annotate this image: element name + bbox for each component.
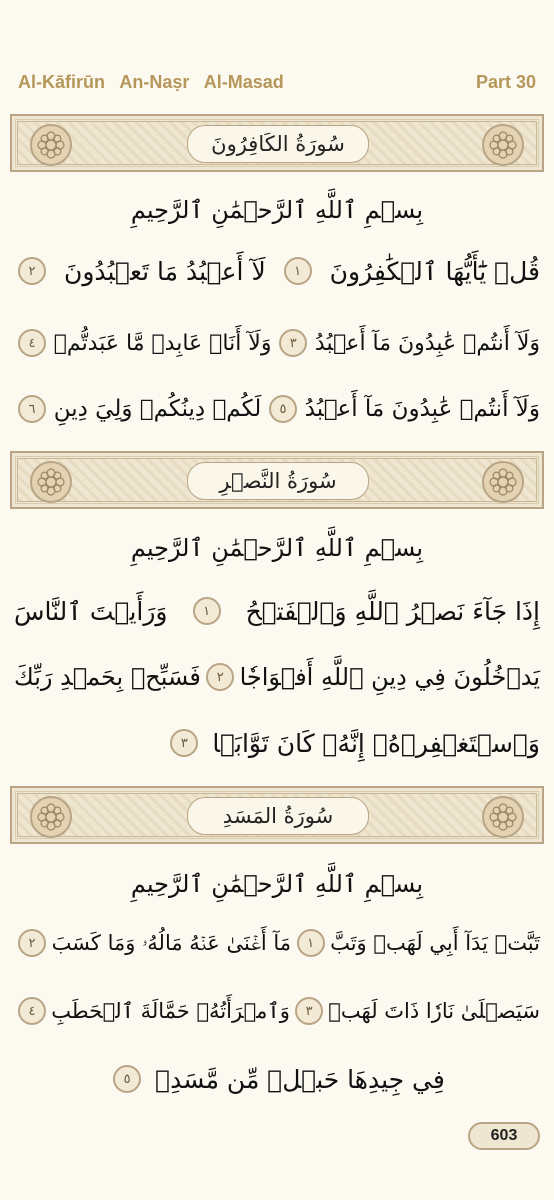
surah-title-masad: سُورَةُ المَسَدِ bbox=[187, 797, 369, 835]
verse-text[interactable]: فَسَبِّحۡ بِحَمۡدِ رَبِّكَ bbox=[14, 663, 201, 691]
surah-name-nasr[interactable]: An-Naṣr bbox=[119, 72, 190, 92]
verse-line bbox=[14, 918, 540, 968]
surah-name-kafirun[interactable]: Al-Kāfirūn bbox=[18, 72, 105, 92]
verse-text[interactable]: إِذَا جَآءَ نَصۡرُ ٱللَّهِ وَٱلۡفَتۡحُ bbox=[245, 596, 540, 626]
verse-text[interactable]: لَكُمۡ دِينُكُمۡ وَلِيَ دِينِ bbox=[53, 396, 262, 422]
rosette-icon bbox=[30, 461, 72, 503]
part-label[interactable]: Part 30 bbox=[475, 72, 536, 92]
rosette-icon bbox=[30, 124, 72, 166]
verse-text[interactable]: مَآ أَغۡنَىٰ عَنۡهُ مَالُهُۥ وَمَا كَسَبَ bbox=[51, 930, 292, 955]
ayah-marker: ٤ bbox=[18, 997, 46, 1025]
surah-title-kafirun: سُورَةُ الكَافِرُونَ bbox=[187, 125, 369, 163]
verse-text[interactable]: يَدۡخُلُونَ فِي دِينِ ٱللَّهِ أَفۡوَاجٗا bbox=[239, 663, 540, 691]
page-header bbox=[0, 0, 554, 110]
ayah-marker: ٦ bbox=[18, 395, 46, 423]
ayah-marker: ٣ bbox=[170, 729, 198, 757]
rosette-icon bbox=[482, 461, 524, 503]
surah-banner-masad bbox=[10, 786, 544, 844]
ayah-marker: ٢ bbox=[206, 663, 234, 691]
verse-text[interactable]: سَيَصۡلَىٰ نَارٗا ذَاتَ لَهَبٖ bbox=[328, 999, 540, 1023]
basmala: بِسۡمِ ٱللَّهِ ٱلرَّحۡمَٰنِ ٱلرَّحِيمِ bbox=[130, 870, 424, 898]
verse-text[interactable]: قُلۡ يَٰٓأَيُّهَا ٱلۡكَٰفِرُونَ bbox=[329, 256, 540, 286]
verse-text[interactable]: وَٱسۡتَغۡفِرۡهُۚ إِنَّهُۥ كَانَ تَوَّابَۢا bbox=[212, 728, 540, 758]
verse-line bbox=[14, 246, 540, 296]
ayah-marker: ٣ bbox=[279, 329, 307, 357]
page-number-badge[interactable]: 603 bbox=[468, 1122, 540, 1150]
ayah-marker: ٥ bbox=[269, 395, 297, 423]
surah-title-nasr: سُورَةُ النَّصۡرِ bbox=[187, 462, 369, 500]
verse-text[interactable]: وَلَآ أَنتُمۡ عَٰبِدُونَ مَآ أَعۡبُدُ bbox=[314, 330, 540, 356]
ayah-marker: ١ bbox=[193, 597, 221, 625]
rosette-icon bbox=[482, 796, 524, 838]
rosette-icon bbox=[482, 124, 524, 166]
ayah-marker: ٢ bbox=[18, 929, 46, 957]
basmala: بِسۡمِ ٱللَّهِ ٱلرَّحۡمَٰنِ ٱلرَّحِيمِ bbox=[130, 196, 424, 224]
verse-line bbox=[14, 1054, 540, 1104]
verse-line bbox=[14, 652, 540, 702]
verse-text[interactable]: وَرَأَيۡتَ ٱلنَّاسَ bbox=[14, 596, 168, 626]
surah-banner-nasr bbox=[10, 451, 544, 509]
verse-text[interactable]: وَلَآ أَنَا۠ عَابِدٞ مَّا عَبَدتُّمۡ bbox=[53, 330, 272, 356]
verse-line bbox=[14, 986, 540, 1036]
verse-text[interactable]: فِي جِيدِهَا حَبۡلٞ مِّن مَّسَدِۭ bbox=[155, 1064, 445, 1094]
ayah-marker: ٢ bbox=[18, 257, 46, 285]
rosette-icon bbox=[30, 796, 72, 838]
ayah-marker: ٤ bbox=[18, 329, 46, 357]
surah-names bbox=[18, 72, 294, 93]
verse-line bbox=[14, 384, 540, 434]
verse-text[interactable]: لَآ أَعۡبُدُ مَا تَعۡبُدُونَ bbox=[63, 256, 266, 286]
verse-text[interactable]: وَٱمۡرَأَتُهُۥ حَمَّالَةَ ٱلۡحَطَبِ bbox=[51, 999, 290, 1023]
ayah-marker: ٣ bbox=[295, 997, 323, 1025]
verse-text[interactable]: تَبَّتۡ يَدَآ أَبِي لَهَبٖ وَتَبَّ bbox=[330, 931, 540, 955]
surah-name-masad[interactable]: Al-Masad bbox=[203, 72, 284, 92]
verse-line bbox=[14, 318, 540, 368]
verse-text[interactable]: وَلَآ أَنتُمۡ عَٰبِدُونَ مَآ أَعۡبُدُ bbox=[304, 396, 540, 422]
ayah-marker: ٥ bbox=[113, 1065, 141, 1093]
ayah-marker: ١ bbox=[284, 257, 312, 285]
basmala: بِسۡمِ ٱللَّهِ ٱلرَّحۡمَٰنِ ٱلرَّحِيمِ bbox=[130, 534, 424, 562]
surah-banner-kafirun bbox=[10, 114, 544, 172]
verse-line bbox=[14, 718, 540, 768]
verse-line bbox=[14, 586, 540, 636]
ayah-marker: ١ bbox=[297, 929, 325, 957]
